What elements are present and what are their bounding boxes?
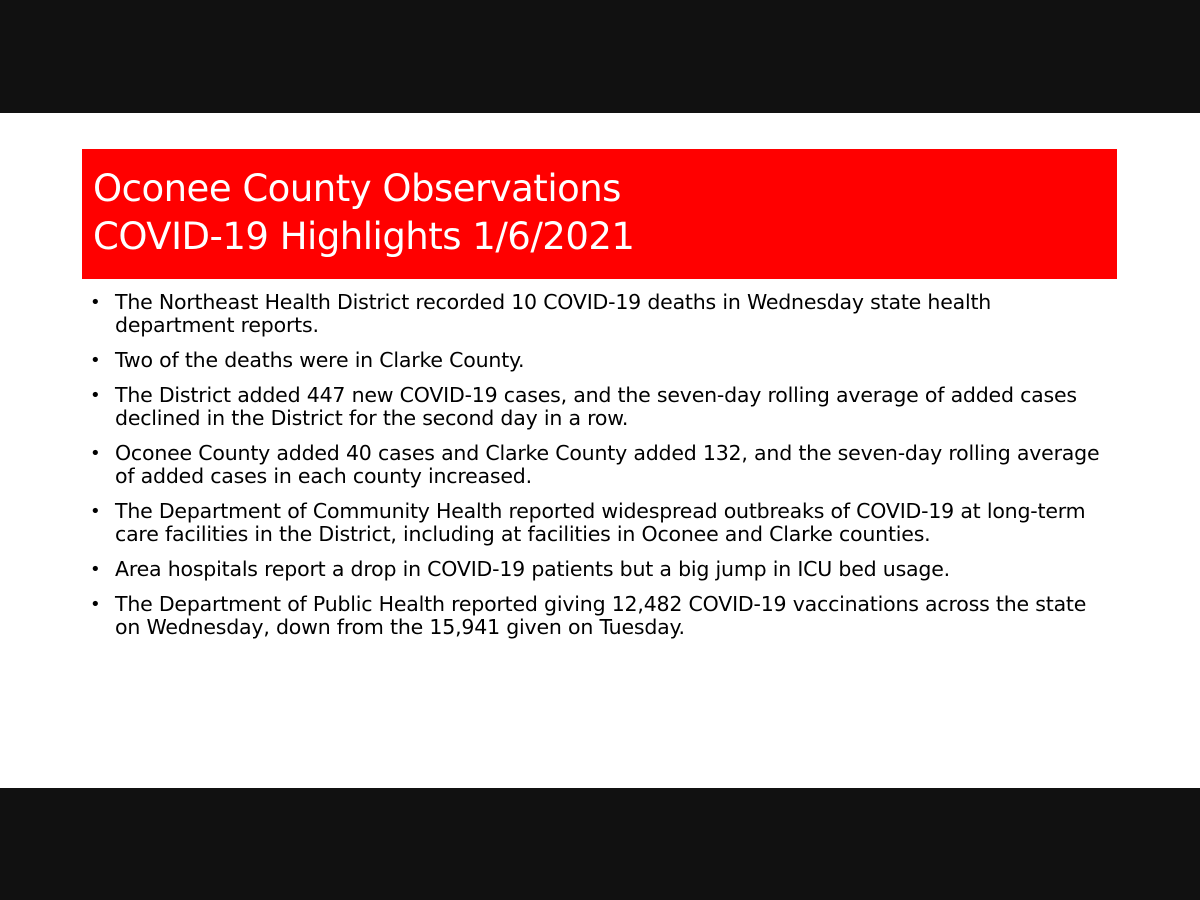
bullet-text: The Department of Public Health reported giving 12,482 COVID-19 vaccinations across the state on Wednesday, down from the 15,941 given on Tuesday. [115, 592, 1087, 639]
letterbox-bottom [0, 788, 1200, 900]
bullet-item-3 [88, 384, 1108, 430]
bullet-dot-icon: • [90, 385, 101, 406]
bullet-item-7 [88, 593, 1108, 639]
bullet-text: The Northeast Health District recorded 10 COVID-19 deaths in Wednesday state health department reports. [115, 290, 992, 337]
bullet-dot-icon: • [90, 292, 101, 313]
bullet-dot-icon: • [90, 559, 101, 580]
bullet-list [88, 291, 1108, 651]
bullet-item-1 [88, 291, 1108, 337]
bullet-dot-icon: • [90, 350, 101, 371]
bullet-text: The Department of Community Health reported widespread outbreaks of COVID-19 at long-term care facilities in the District, including at facilities in Oconee and Clarke counties. [115, 499, 1086, 546]
bullet-dot-icon: • [90, 443, 101, 464]
bullet-item-5 [88, 500, 1108, 546]
slide [0, 113, 1200, 788]
bullet-item-4 [88, 442, 1108, 488]
title-line-1: Oconee County Observations [93, 167, 621, 210]
bullet-dot-icon: • [90, 594, 101, 615]
bullet-text: The District added 447 new COVID-19 cases, and the seven-day rolling average of added cases declined in the District for the second day in a row. [115, 383, 1077, 430]
bullet-dot-icon: • [90, 501, 101, 522]
bullet-text: Area hospitals report a drop in COVID-19 patients but a big jump in ICU bed usage. [115, 557, 950, 581]
bullet-text: Two of the deaths were in Clarke County. [115, 348, 525, 372]
title-banner [82, 149, 1117, 279]
bullet-text: Oconee County added 40 cases and Clarke County added 132, and the seven-day rolling average of added cases in each county increased. [115, 441, 1100, 488]
bullet-item-6 [88, 558, 1108, 581]
title-line-2: COVID-19 Highlights 1/6/2021 [93, 215, 635, 258]
bullet-item-2 [88, 349, 1108, 372]
letterbox-top [0, 0, 1200, 113]
